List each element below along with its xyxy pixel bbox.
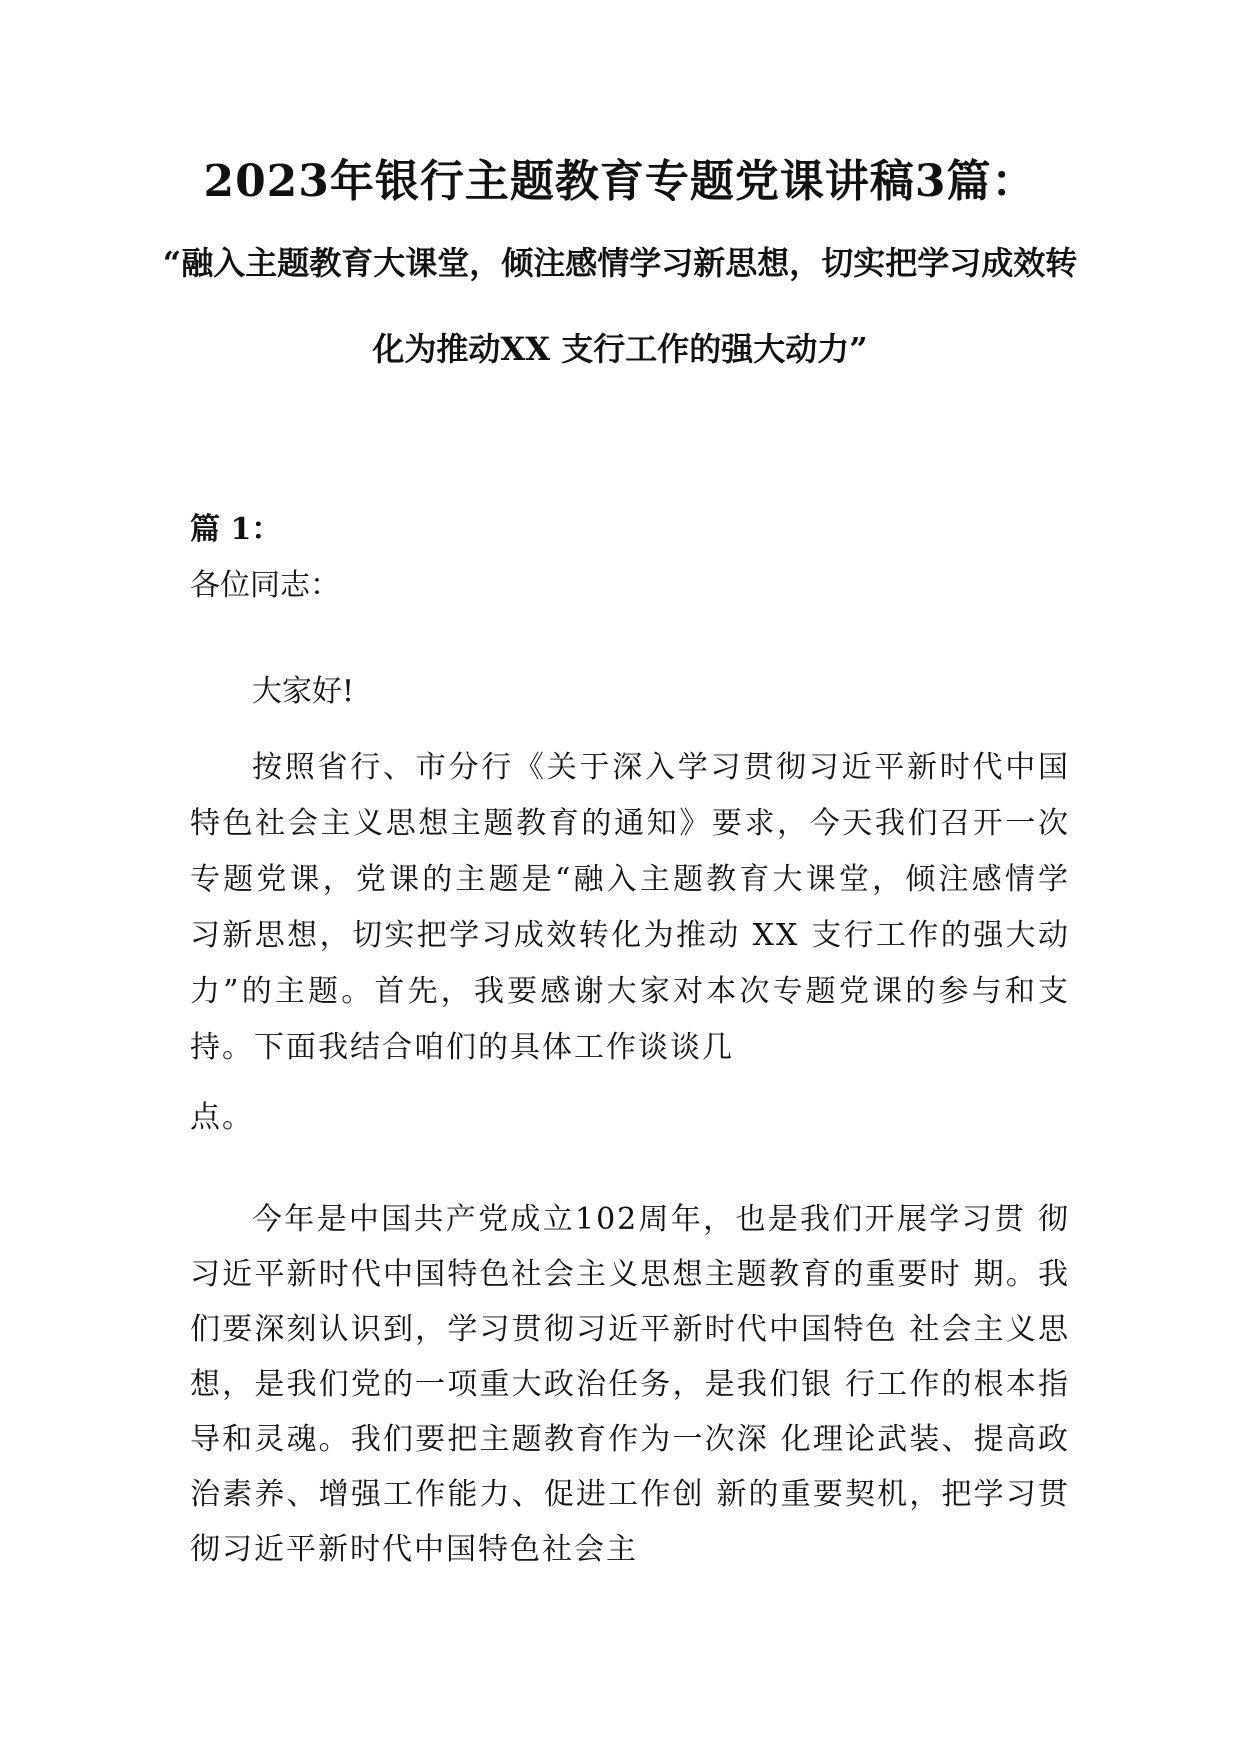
paragraph-1 — [190, 740, 1070, 1146]
document-subtitle: “融入主题教育大课堂，倾注感情学习新思想，切实把学习成效转化为推动XX 支行工作的强大动力” — [162, 244, 1078, 368]
greeting: 大家好! — [252, 674, 355, 709]
document-title: 2023年银行主题教育专题党课讲稿3篇： — [203, 156, 1037, 207]
paragraph-2: 今年是中国共产党成立102周年，也是我们开展学习贯 彻习近平新时代中国特色社会主义思想主题教育的重要时 期。我们要深刻认识到，学习贯彻习近平新时代中国特色 社会主义思想，是我们党的一项重大政治任务，是我们银 行工作的根本指导和灵魂。我们要把主题教育作为一次深 化理论武装、提高政治素养、增强工作能力、促进工作创 新的重要契机，把学习贯彻习近平新时代中国特色社会主 — [190, 1202, 1070, 1567]
salutation: 各位同志： — [190, 568, 340, 603]
paragraph-1-end: 点。 — [190, 1100, 254, 1135]
paragraph-1-text: 按照省行、市分行《关于深入学习贯彻习近平新时代中国特色社会主义思想主题教育的通知》要求，今天我们召开一次专题党课，党课的主题是“融入主题教育大课堂，倾注感情学习新思想，切实把学习成效转化为推动 XX 支行工作的强大动力”的主题。首先，我要感谢大家对本次专题党课的参与和支持。下面我结合咱们的具体工作谈谈几 — [190, 750, 1070, 1065]
section-heading: 篇 1： — [190, 512, 282, 547]
